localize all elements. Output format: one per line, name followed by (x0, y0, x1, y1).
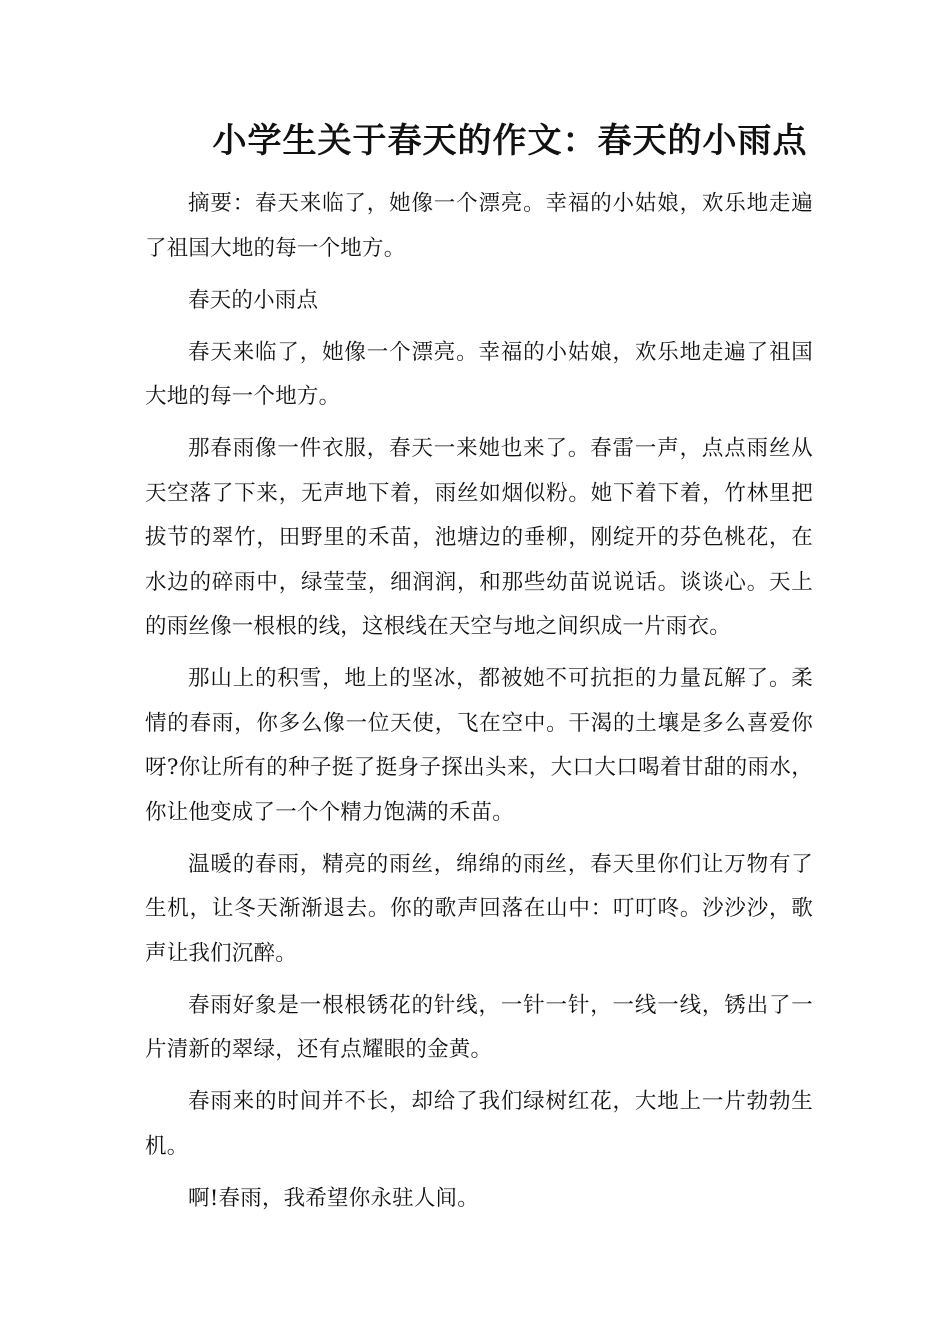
paragraph-subtitle: 春天的小雨点 (188, 287, 319, 313)
paragraph: 那春雨像一件衣服，春天一来她也来了。春雷一声，点点雨丝从天空落了下来，无声地下着，雨丝如烟似粉。她下着下着，竹林里把拔节的翠竹，田野里的禾苗，池塘边的垂柳，刚绽开的芬色桃花，在水边的碎雨中，绿莹莹，细润润，和那些幼苗说说话。谈谈心。天上的雨丝像一根根的线，这根线在天空与地之间织成一片雨衣。 (145, 436, 813, 639)
paragraph: 那山上的积雪，地上的坚冰，都被她不可抗拒的力量瓦解了。柔情的春雨，你多么像一位天使，飞在空中。干渴的土壤是多么喜爱你呀?你让所有的种子挺了挺身子探出头来，大口大口喝着甘甜的雨水，你让他变成了一个个精力饱满的禾苗。 (145, 666, 813, 825)
paragraph: 温暖的春雨，精亮的雨丝，绵绵的雨丝，春天里你们让万物有了生机，让冬天渐渐退去。你的歌声回落在山中：叮叮咚。沙沙沙，歌声让我们沉醉。 (145, 851, 813, 966)
paragraph: 春雨来的时间并不长，却给了我们绿树红花，大地上一片勃勃生机。 (145, 1089, 813, 1159)
paragraph-closing: 啊!春雨，我希望你永驻人间。 (188, 1185, 479, 1211)
paragraph: 春雨好象是一根根锈花的针线，一针一针，一线一线，锈出了一片清新的翠绿，还有点耀眼的金黄。 (145, 992, 813, 1062)
document-body (145, 182, 813, 1229)
paragraph: 春天来临了，她像一个漂亮。幸福的小姑娘，欢乐地走遍了祖国大地的每一个地方。 (145, 339, 813, 409)
paragraph-summary: 摘要：春天来临了，她像一个漂亮。幸福的小姑娘，欢乐地走遍了祖国大地的每一个地方。 (145, 191, 813, 261)
document-title: 小学生关于春天的作文：春天的小雨点 (212, 121, 808, 161)
